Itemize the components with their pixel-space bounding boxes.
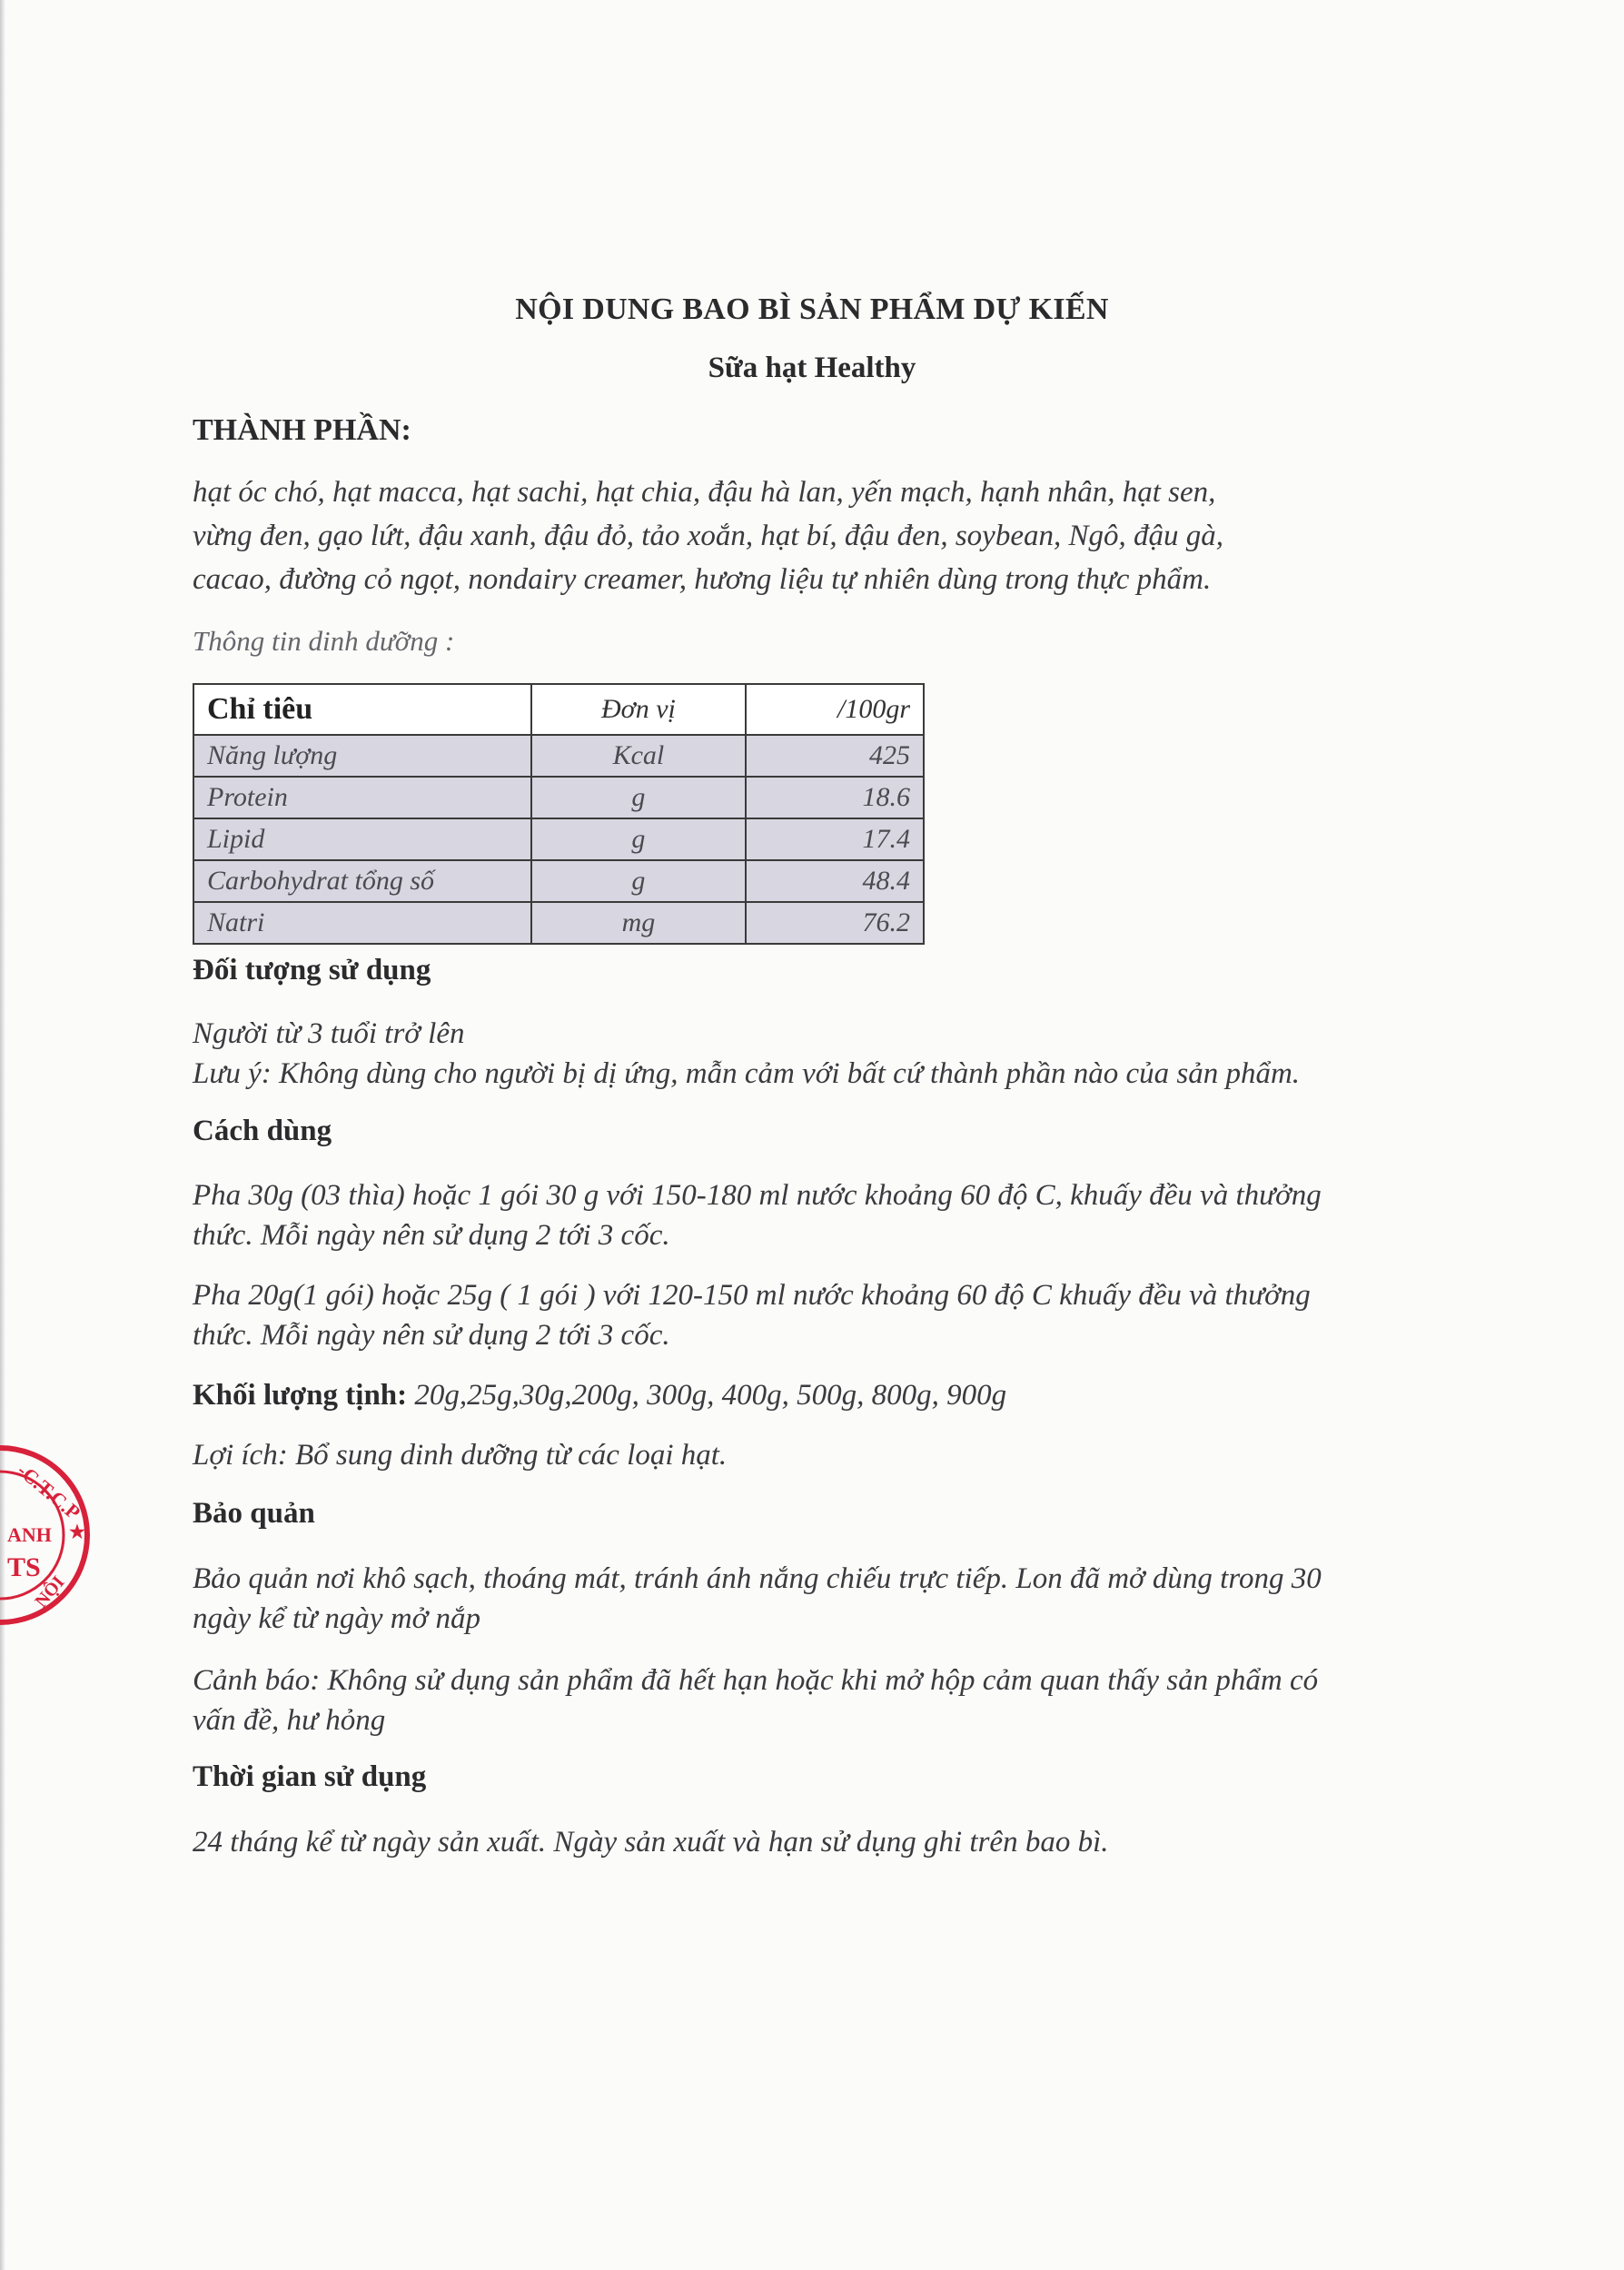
header-criteria: Chỉ tiêu [193, 684, 531, 735]
nutrient-unit: Kcal [531, 735, 746, 777]
stamp-text-arc: -C.T.C.P [13, 1458, 85, 1524]
nutrition-table [193, 683, 925, 945]
table-row [193, 777, 924, 818]
nutrient-value: 425 [746, 735, 924, 777]
nutrient-value: 48.4 [746, 860, 924, 902]
nutrient-unit: g [531, 818, 746, 860]
stamp-text-arc-2: NỘI [31, 1571, 69, 1612]
table-row [193, 902, 924, 944]
shelf-life-heading: Thời gian sử dụng [193, 1760, 427, 1793]
company-stamp [0, 1413, 100, 1658]
target-users-text: Người từ 3 tuổi trở lên [193, 1017, 465, 1050]
nutrient-value: 76.2 [746, 902, 924, 944]
nutrient-name: Natri [193, 902, 531, 944]
table-row [193, 735, 924, 777]
stamp-star-icon: ★ [69, 1522, 85, 1542]
nutrient-unit: g [531, 860, 746, 902]
ingredients-heading: THÀNH PHẦN: [193, 413, 411, 447]
nutrient-value: 18.6 [746, 777, 924, 818]
warning-line-1: Cảnh báo: Không sử dụng sản phẩm đã hết hạn hoặc khi mở hộp cảm quan thấy sản phẩm có [193, 1664, 1319, 1697]
header-per-100g: /100gr [746, 684, 924, 735]
nutrition-caption: Thông tin dinh dưỡng : [193, 625, 455, 657]
benefit-text: Lợi ích: Bổ sung dinh dưỡng từ các loại hạt. [193, 1439, 728, 1472]
target-users-note: Lưu ý: Không dùng cho người bị dị ứng, mẫn cảm với bất cứ thành phần nào của sản phẩm. [193, 1057, 1301, 1090]
nutrient-value: 17.4 [746, 818, 924, 860]
stamp-text-center: ANH [7, 1523, 52, 1546]
nutrient-name: Carbohydrat tổng số [193, 860, 531, 902]
net-weight [193, 1373, 1006, 1417]
storage-line-1: Bảo quản nơi khô sạch, thoáng mát, tránh ánh nắng chiếu trực tiếp. Lon đã mở dùng trong 30 [193, 1562, 1322, 1595]
storage-heading: Bảo quản [193, 1497, 315, 1530]
nutrient-unit: g [531, 777, 746, 818]
usage-para2-line1: Pha 20g(1 gói) hoặc 25g ( 1 gói ) với 120-150 ml nước khoảng 60 độ C khuấy đều và thưởng [193, 1279, 1311, 1312]
warning-line-2: vấn đề, hư hỏng [193, 1704, 386, 1737]
shelf-life-text: 24 tháng kể từ ngày sản xuất. Ngày sản xuất và hạn sử dụng ghi trên bao bì. [193, 1826, 1109, 1859]
ingredients-line-1: hạt óc chó, hạt macca, hạt sachi, hạt chia, đậu hà lan, yến mạch, hạnh nhân, hạt sen, [193, 476, 1216, 509]
nutrient-name: Năng lượng [193, 735, 531, 777]
nutrient-name: Lipid [193, 818, 531, 860]
target-users-heading: Đối tượng sử dụng [193, 954, 431, 986]
ingredients-line-2: vừng đen, gạo lứt, đậu xanh, đậu đỏ, tảo xoắn, hạt bí, đậu đen, soybean, Ngô, đậu gà, [193, 520, 1223, 552]
product-name: Sữa hạt Healthy [708, 352, 916, 384]
nutrient-unit: mg [531, 902, 746, 944]
scan-edge [0, 0, 5, 2270]
usage-heading: Cách dùng [193, 1115, 332, 1147]
usage-para2-line2: thức. Mỗi ngày nên sử dụng 2 tới 3 cốc. [193, 1319, 670, 1352]
storage-line-2: ngày kể từ ngày mở nắp [193, 1602, 480, 1635]
nutrient-name: Protein [193, 777, 531, 818]
table-row [193, 818, 924, 860]
net-weight-value: 20g,25g,30g,200g, 300g, 400g, 500g, 800g, 900g [414, 1379, 1007, 1412]
usage-para1-line1: Pha 30g (03 thìa) hoặc 1 gói 30 g với 150-180 ml nước khoảng 60 độ C, khuấy đều và thưởng [193, 1179, 1322, 1212]
table-row [193, 860, 924, 902]
nutrition-header-row [193, 684, 924, 735]
usage-para1-line2: thức. Mỗi ngày nên sử dụng 2 tới 3 cốc. [193, 1219, 670, 1252]
stamp-text-center-2: TS [7, 1552, 41, 1582]
net-weight-label: Khối lượng tịnh: [193, 1379, 408, 1412]
ingredients-line-3: cacao, đường cỏ ngọt, nondairy creamer, hương liệu tự nhiên dùng trong thực phẩm. [193, 563, 1212, 596]
page-title: NỘI DUNG BAO BÌ SẢN PHẨM DỰ KIẾN [515, 292, 1109, 326]
header-unit: Đơn vị [531, 684, 746, 735]
